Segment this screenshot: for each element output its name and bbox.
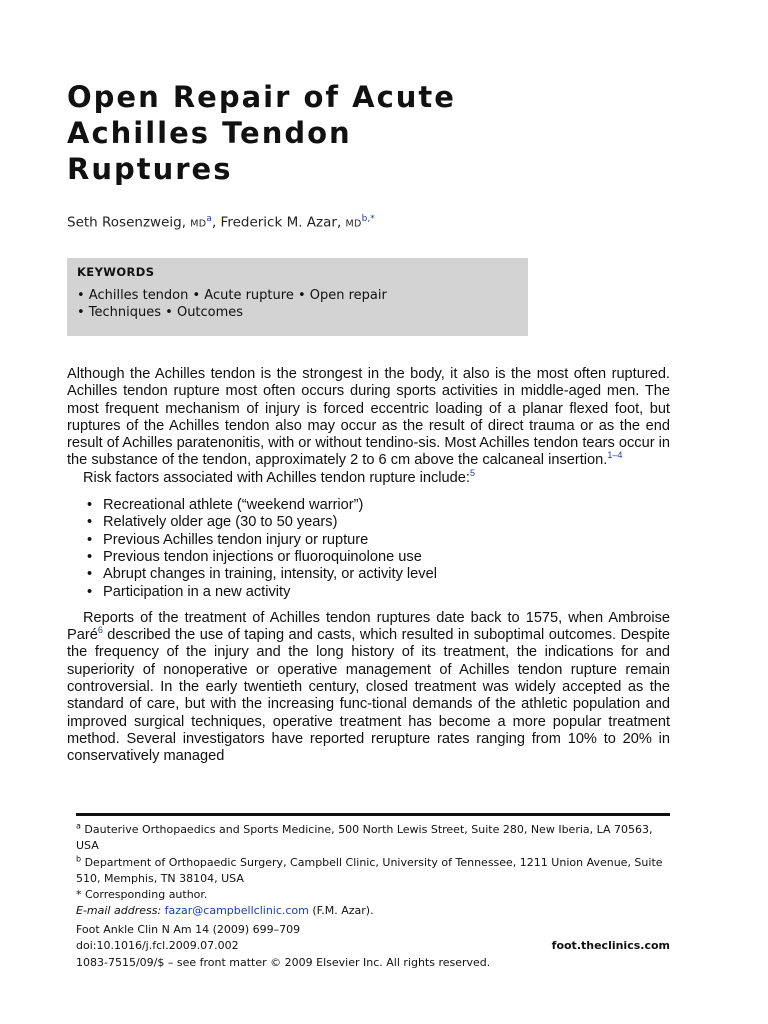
footnote-mark: b (76, 853, 82, 863)
footnote-a (76, 822, 670, 855)
journal-site-link[interactable]: foot.theclinics.com (551, 939, 670, 953)
title-line: Ruptures (67, 152, 233, 186)
affiliation-mark[interactable]: b,* (361, 214, 375, 224)
author-degree: MD (345, 218, 362, 230)
email-link[interactable]: fazar@campbellclinic.com (164, 904, 309, 918)
email-suffix: (F.M. Azar). (308, 904, 374, 918)
list-item: • Previous Achilles tendon injury or rupture (87, 532, 670, 549)
footnote-text: Dauterive Orthopaedics and Sports Medicine, 500 North Lewis Street, Suite 280, New Iberia, LA 70563, USA (76, 823, 653, 853)
footnote-text: Department of Orthopaedic Surgery, Campbell Clinic, University of Tennessee, 1211 Union Avenue, Suite 510, Memphis, TN 38104, USA (76, 855, 663, 885)
reference-link[interactable]: 5 (469, 467, 475, 478)
footnote-b (76, 855, 670, 888)
keywords-box (67, 258, 528, 336)
paragraph-text: described the use of taping and casts, which resulted in suboptimal outcomes. Despite the frequency of the injury and the long history of its treatment, the indications for and superiority of nonoperative or operative management of Achilles tendon rupture remain controversial. In the early twentieth century, closed treatment was widely accepted as the standard of care, but with the increasing func-tional demands of the athletic population and improved surgical techniques, operative treatment has become a more popular treatment method. Several investigators have reported rerupture rates ranging from 10% to 20% in conservatively managed (67, 627, 670, 765)
keywords-line: • Achilles tendon • Acute rupture • Open repair (77, 288, 387, 303)
author-name: Frederick M. Azar, (220, 214, 342, 231)
risk-factor-list (67, 497, 670, 601)
author-list (67, 214, 375, 231)
email-line (76, 903, 670, 919)
body-paragraph (67, 610, 670, 766)
list-item: • Recreational athlete (“weekend warrior”) (87, 497, 670, 514)
keywords-line: • Techniques • Outcomes (77, 305, 244, 320)
reference-link[interactable]: 1–4 (607, 450, 623, 461)
corresponding-author: * Corresponding author. (76, 888, 208, 902)
journal-info (76, 922, 670, 971)
title-line: Achilles Tendon (67, 116, 352, 150)
article-title (67, 79, 567, 187)
author-degree: MD (190, 218, 207, 230)
author-name: Seth Rosenzweig, (67, 214, 186, 231)
paragraph-text: Although the Achilles tendon is the strongest in the body, it also is the most often ruptured. Achilles tendon rupture most often occurs during sports activities in middle-aged men. The most frequent mechanism of injury is forced eccentric loading of a planar flexed foot, but ruptures of the Achilles tendon also may occur as the result of direct trauma or as the end result of Achilles paratenonitis, with or without tendino-sis. Most Achilles tendon tears occur in the substance of the tendon, approximately 2 to 6 cm above the calcaneal insertion. (67, 366, 670, 469)
body-paragraph (67, 467, 670, 487)
reference-link[interactable]: 6 (97, 625, 103, 636)
journal-citation: Foot Ankle Clin N Am 14 (2009) 699–709 (76, 923, 301, 936)
list-item: • Relatively older age (30 to 50 years) (87, 514, 670, 531)
article-body (67, 366, 670, 766)
footnote-divider (76, 813, 670, 816)
list-item: • Abrupt changes in training, intensity, or activity level (87, 566, 670, 583)
doi[interactable]: doi:10.1016/j.fcl.2009.07.002 (76, 939, 239, 953)
copyright: 1083-7515/09/$ – see front matter © 2009 Elsevier Inc. All rights reserved. (76, 955, 491, 969)
author-separator: , (211, 214, 221, 231)
keywords-heading: KEYWORDS (77, 265, 155, 279)
footnotes (76, 822, 670, 920)
list-item: • Previous tendon injections or fluoroquinolone use (87, 549, 670, 566)
footnote-mark: a (76, 821, 81, 831)
title-line: Open Repair of Acute (67, 80, 456, 114)
paragraph-text: Risk factors associated with Achilles tendon rupture include: (83, 469, 470, 486)
affiliation-mark[interactable]: a (206, 214, 212, 224)
paragraph-text: Reports of the treatment of Achilles tendon ruptures date back to 1575, when Ambroise Paré (67, 609, 670, 644)
list-item: • Participation in a new activity (87, 584, 670, 601)
body-paragraph (67, 366, 670, 470)
email-label: E-mail address: (76, 904, 162, 918)
